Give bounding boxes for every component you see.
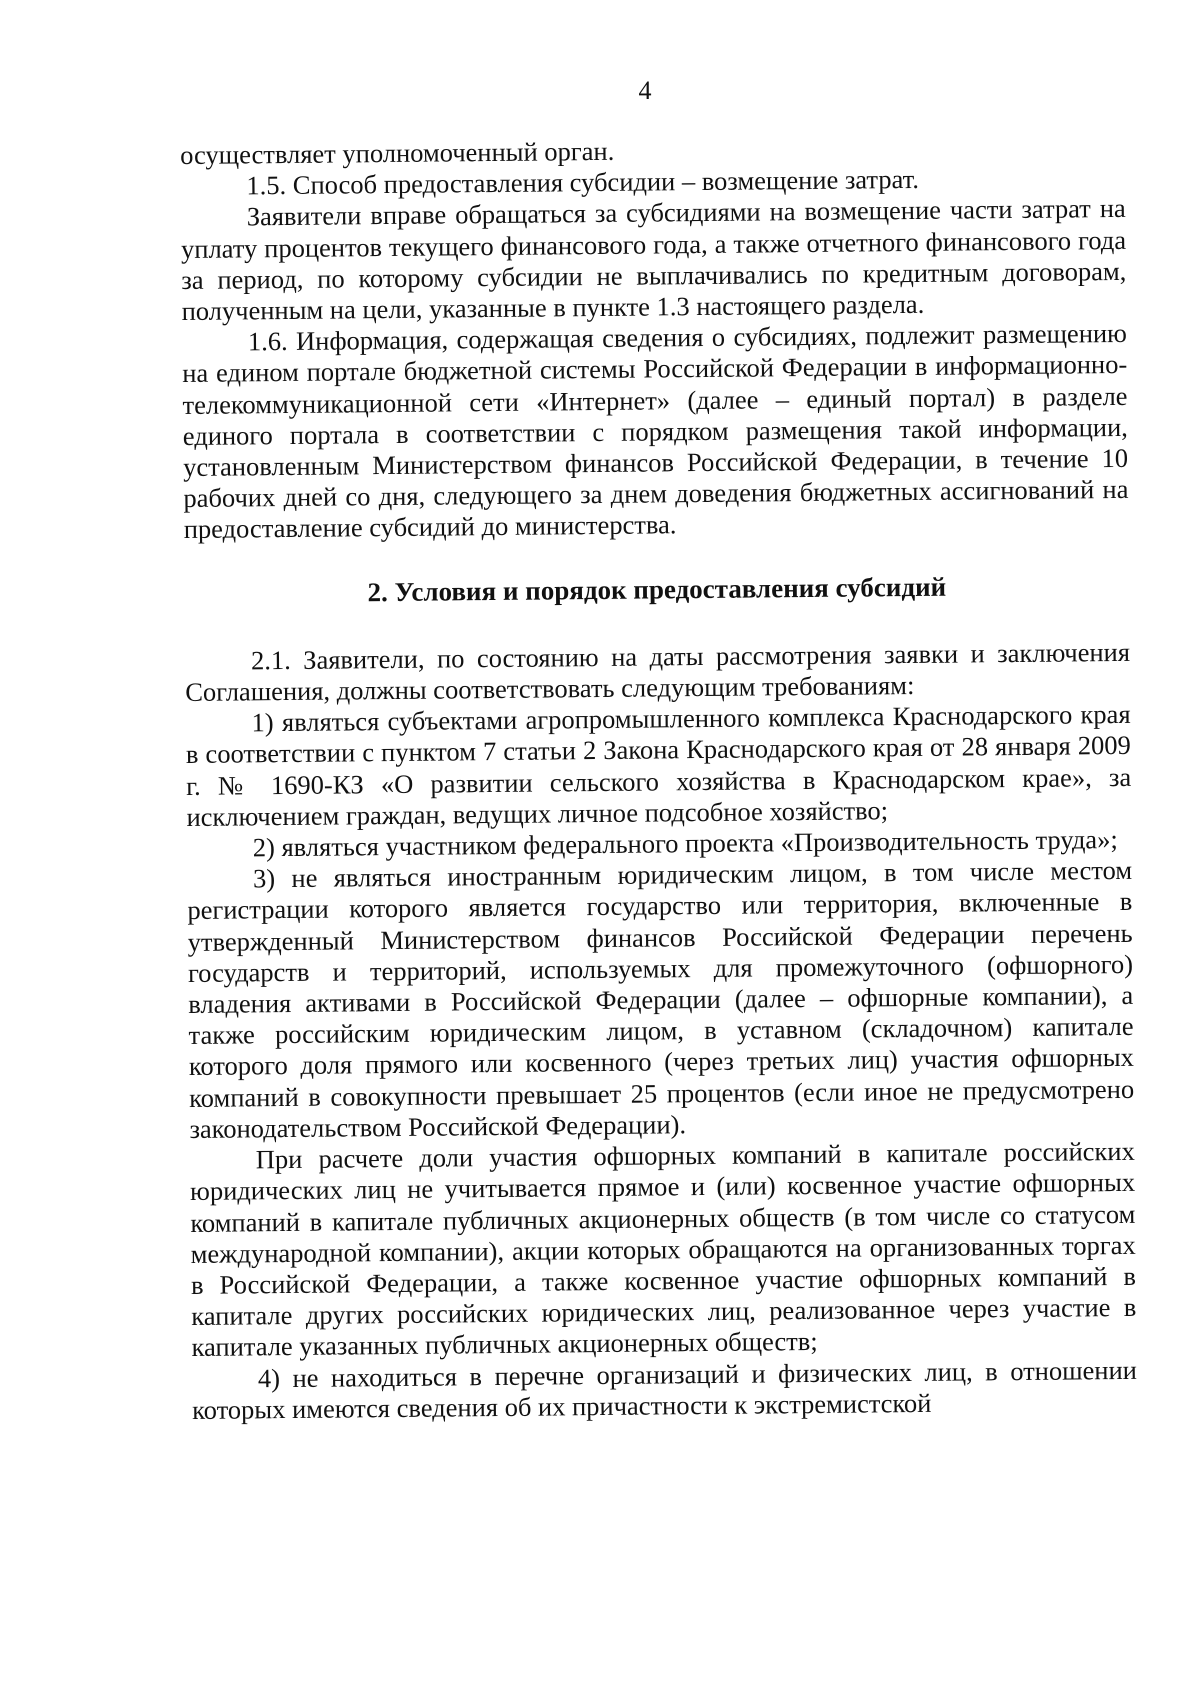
section-heading: 2. Условия и порядок предоставления субсидий (367, 571, 947, 607)
requirement-3: 3) не являться иностранным юридическим лицом, в том числе местом регистрации которого является государство или территория, включенные в утвержденный Министерством финансов Российской Федерации перечень государств и территорий, используемых для промежуточного (офшорного) владения активами в Российской Федерации (далее – офшорные компании), а также российским юридическим лицом, в уставном (складочном) капитале которого доля прямого или косвенного (через третьих лиц) участия офшорных компаний в совокупности превышает 25 процентов (если иное не предусмотрено законодательством Российской Федерации). (187, 855, 1135, 1144)
paragraph-applicants: Заявители вправе обращаться за субсидиями на возмещение части затрат на уплату процентов текущего финансового года, а также отчетного финансового года за период, по которому субсидии не выплачивались по кредитным договорам, полученным на цели, указанные в пункте 1.3 настоящего раздела. (180, 193, 1127, 327)
paragraph-offshore-calculation: При расчете доли участия офшорных компаний в капитале российских юридических лиц не учитывается прямое и (или) косвенное участие офшорных компаний в капитале публичных акционерных обществ (в том числе со статусом международной компании), акции которых обращаются на организованных торгах в Российской Федерации, а также косвенное участие офшорных компаний в капитале других российских юридических лиц, реализованное через участие в капитале указанных публичных акционерных обществ; (189, 1135, 1137, 1363)
requirement-2: 2) являться участником федерального проекта «Производительность труда»; (252, 824, 1118, 863)
paragraph-1-6: 1.6. Информация, содержащая сведения о субсидиях, подлежит размещению на едином портале бюджетной системы Российской Федерации в информационно-телекоммуникационной сети «Интернет» (далее – единый портал) в разделе единого портала в соответствии с порядком размещения такой информации, установленным Министерством финансов Российской Федерации, в течение 10 рабочих дней со дня, следующего за днем доведения бюджетных ассигнований на предоставление субсидий до министерства. (182, 318, 1129, 545)
requirement-1: 1) являться субъектами агропромышленного комплекса Краснодарского края в соответствии с пунктом 7 статьи 2 Закона Краснодарского края от 28 января 2009 г. № 1690-КЗ «О развитии сельского хозяйства в Краснодарском крае», за исключением граждан, ведущих личное подсобное хозяйство; (185, 699, 1132, 832)
paragraph-continuation: осуществляет уполномоченный орган. (180, 135, 615, 170)
document-body (180, 131, 1137, 1426)
paragraph-1-5: 1.5. Способ предоставления субсидии – возмещение затрат. (246, 164, 920, 201)
page-number: 4 (638, 76, 652, 105)
paragraph-2-1: 2.1. Заявители, по состоянию на даты рассмотрения заявки и заключения Соглашения, должны соответствовать следующим требованиям: (185, 636, 1131, 708)
requirement-4: 4) не находиться в перечне организаций и физических лиц, в отношении которых имеются сведения об их причастности к экстремистской (192, 1354, 1137, 1425)
